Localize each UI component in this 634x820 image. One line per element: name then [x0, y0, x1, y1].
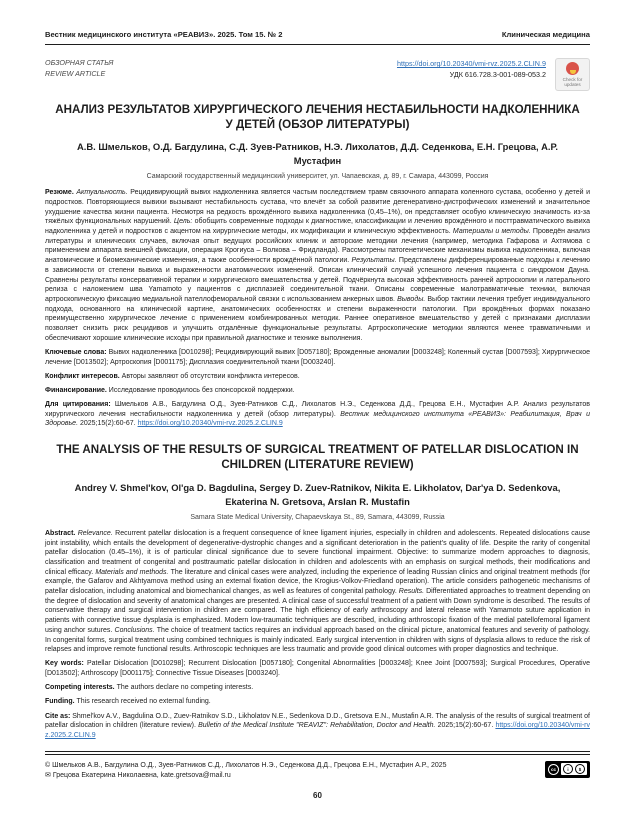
- citation-doi-link[interactable]: https://doi.org/10.20340/vmi-rvz.2025.2.CLIN.9: [137, 420, 283, 428]
- text-segment: Цель:: [173, 218, 195, 226]
- text-segment: Проведён анализ литературы и клинических случаев, включая опыт ведущих российских клиник и авторские методики лечения (например, методика Гафарова и Ахтямова с применением аппарата внешней фиксации, операция Крогиуса – Волкова – Фридланда). Рассмотрены патогенетические механизмы вывиха надколенника, включая анатомические и биомеханические изменения, а также особенности врождённой патологии.: [45, 228, 591, 265]
- page-number: 60: [313, 790, 322, 800]
- text-segment: Patellar Dislocation [D010298]; Recurrent Dislocation [D057180]; Congenital Abnormalities [D003248]; Knee Joint [D007593]; Surgical Procedures, Operative [D013502]; Arthroscopy [D001175]; Connective Tissue Diseases [D003240].: [45, 660, 590, 678]
- text-segment: Авторы заявляют об отсутствии конфликта интересов.: [121, 372, 300, 380]
- competing-interests-en: [45, 683, 590, 693]
- text-segment: Key words:: [45, 660, 87, 668]
- meta-row: [45, 58, 590, 91]
- text-segment: Исследование проводилось без спонсорской поддержки.: [108, 386, 295, 394]
- keywords-en: [45, 659, 590, 678]
- article-type: [45, 58, 113, 91]
- footer-text-block: [45, 761, 447, 782]
- text-segment: Представлены дифференцированные подходы к лечению в зависимости от степени вывиха и выраженности анатомических изменений. Описан клинический случай успешного лечения пациента с синдромом Дауна. Сравнены результаты консервативной терапии и хирургического вмешательства у детей. Подчёркнута высокая эффективность ранней артроскопии и латерального релиза с наложением шва Yamamoto у пациентов с дисплазией соединительной ткани. Описаны современные малотравматичные техники, включая артроскопическую фиксацию медиальной пателлофеморальной связки с использованием анкерных швов.: [45, 257, 591, 303]
- article-title-ru: АНАЛИЗ РЕЗУЛЬТАТОВ ХИРУРГИЧЕСКОГО ЛЕЧЕНИЯ НЕСТАБИЛЬНОСТИ НАДКОЛЕННИКА У ДЕТЕЙ (ОБЗОР ЛИТЕРАТУРЫ): [55, 102, 580, 131]
- text-segment: Для цитирования:: [45, 401, 115, 409]
- conflict-of-interest-ru: [45, 372, 590, 382]
- text-segment: Финансирование.: [45, 386, 109, 394]
- text-segment: Shmel'kov A.V., Bagdulina O.D., Zuev-Ratnikov S.D., Likholatov N.E., Sedenkova D.D., Gretsova E.N., Mustafin A.R. The analysis of the results of surgical treatment of patellar dislocation in children (literature review).: [45, 712, 590, 730]
- cc-icon: cc: [548, 764, 559, 775]
- text-segment: Relevance.: [77, 529, 116, 537]
- cc-terms: [561, 763, 587, 775]
- article-title-en: THE ANALYSIS OF THE RESULTS OF SURGICAL TREATMENT OF PATELLAR DISLOCATION IN CHILDREN (LITERATURE REVIEW): [56, 443, 579, 472]
- text-segment: Abstract.: [45, 529, 78, 537]
- text-segment: Шмельков А.В., Багдулина О.Д., Зуев-Ратников С.Д., Лихолатов Н.Э., Седенкова Д.Д., Грецова Е.Н., Мустафин А.Р. Анализ результатов хирургического лечения нестабильности надколенника у детей (обзор литературы).: [45, 401, 590, 418]
- text-segment: Cite as:: [45, 712, 73, 720]
- contact-line: [45, 771, 447, 782]
- text-segment: 2025;15(2):60-67.: [79, 420, 138, 428]
- authors-en: Andrey V. Shmel'kov, Ol'ga D. Bagdulina, Sergey D. Zuev-Ratnikov, Nikita E. Likholatov, Dar'ya D. Sedenkova, Ekaterina N. Gretsova, Arslan R. Mustafin: [74, 481, 561, 507]
- text-segment: The authors declare no competing interests.: [116, 684, 254, 692]
- text-segment: The choice of treatment tactics requires an individual approach based on the clinical picture, anatomical features and severity of pathology. In congenital forms, surgical treatment using combined techniques is mainly indicated. Early surgical intervention in children with signs of dysplasia allows to reduce the risk of relapses and improve remote functional results. Arthroscopic techniques are less traumatic and provide good clinical outcomes with proper diagnostics and technique.: [45, 626, 590, 654]
- crossmark-logo-icon: [566, 62, 579, 75]
- authors-ru: А.В. Шмельков, О.Д. Багдулина, С.Д. Зуев-Ратников, Н.Э. Лихолатов, Д.Д. Седенкова, Е.Н. Грецова, А.Р. Мустафин: [77, 141, 558, 167]
- text-segment: Ключевые слова:: [45, 348, 109, 356]
- citeas-doi-link[interactable]: https://doi.org/10.20340/vmi-rvz.2025.2.CLIN.9: [45, 722, 590, 739]
- cc-license-badge[interactable]: [545, 761, 590, 778]
- text-segment: Funding.: [45, 698, 77, 706]
- text-segment: Competing interests.: [45, 684, 117, 692]
- affiliation-en: Samara State Medical University, Chapaevskaya St., 89, Samara, 443099, Russia: [190, 513, 445, 521]
- envelope-icon: ✉: [45, 772, 51, 780]
- funding-en: [45, 697, 590, 707]
- section-title: Клиническая медицина: [501, 30, 590, 39]
- text-segment: Results.: [398, 588, 427, 596]
- text-segment: Актуальность.: [76, 189, 131, 197]
- udk-number: УДК 616.728.3-001-089-053.2: [449, 70, 546, 80]
- doi-link[interactable]: https://doi.org/10.20340/vmi-rvz.2025.2.CLIN.9: [396, 59, 546, 68]
- doi-udk-block: [397, 58, 546, 80]
- text-segment: 2025;15(2):60-67.: [437, 722, 496, 730]
- contact-text: Грецова Екатерина Николаевна, kate.gretsova@mail.ru: [52, 772, 231, 780]
- text-segment: The literature and clinical cases were analyzed, including the experience of leading Russian clinics and original treatment methods (for example, the Gafarov and Akhtyamova method using an external fixation device, the Krogius-Volkov-Friedland operation). The article considers pathogenetic mechanisms of patellar dislocation, including anatomical and biomechanical changes, as well as features of congenital pathology.: [45, 568, 590, 596]
- text-segment: Выводы.: [397, 295, 428, 303]
- meta-right: [397, 58, 590, 91]
- cc-nc-icon: $: [575, 764, 585, 774]
- affiliation-ru: Самарский государственный медицинский университет, ул. Чапаевская, д. 89, г. Самара, 443099, Россия: [146, 173, 489, 181]
- text-segment: Вывих надколенника [D010298]; Рецидивирующий вывих [D057180]; Врожденные аномалии [D003248]; Коленный сустав [D007593]; Хирургическое лечение [D013502]; Артроскопия [D001175]; Дисплазия соединительной ткани [D003240].: [45, 348, 590, 366]
- text-segment: Conclusions.: [114, 626, 157, 634]
- abstract-ru: [45, 188, 590, 343]
- text-segment: Materials and methods.: [95, 568, 171, 576]
- text-segment: Конфликт интересов.: [45, 372, 122, 380]
- footer: [45, 761, 590, 782]
- article-type-en: REVIEW ARTICLE: [45, 68, 106, 78]
- text-segment: Bulletin of the Medical Institute "REAVIZ": Rehabilitation, Doctor and Health.: [198, 722, 438, 730]
- text-segment: Recurrent patellar dislocation is a frequent consequence of knee ligament injuries, especially in children and adolescents. Repeated dislocations cause joint instability, which entails the development of degenerative-dystrophic changes and a significant deterioration in the patient's quality of life. Despite the rarity of congenital patellar dislocation (0.45–1%), it is of particular clinical significance due to severe functional impairment. Objective: to summarize modern approaches to diagnosis, classification and treatment of congenital and posttraumatic patellar dislocation in children and adolescents with an emphasis on surgical methods, their modifications and clinical efficacy.: [45, 529, 590, 576]
- citation-ru: [45, 400, 590, 429]
- keywords-ru: [45, 348, 590, 367]
- text-segment: обобщить современные подходы к диагностике, классификации и лечению врождённого и посттравматического вывиха надколенника у детей и подростков с акцентом на хирургические методы, их модификации и клиническую эффективность.: [45, 218, 590, 236]
- journal-title: Вестник медицинского института «РЕАВИЗ». 2025. Том 15. № 2: [45, 30, 283, 39]
- copyright-line: © Шмельков А.В., Багдулина О.Д., Зуев-Ратников С.Д., Лихолатов Н.Э., Седенкова Д.Д., Грецова Е.Н., Мустафин А.Р., 2025: [45, 761, 447, 769]
- text-segment: Выбор тактики лечения требует индивидуального подхода, основанного на клинической картине, анатомических особенностях и степени выраженности патологии. При врождённых формах показано преимущественно хирургическое лечение с применением комбинированных методик. Раннее оперативное вмешательство у детей с признаками дисплазии позволяет снизить риск рецидивов и улучшить отдалённые функциональные результаты. Артроскопические методики являются менее травматичными и обеспечивают хорошие клинические исходы при правильной диагностике и технике выполнения.: [45, 295, 591, 342]
- text-segment: Differentiated approaches to treatment depending on the degree of dislocation and severity of anatomical changes are presented. A clinical case of successful treatment of a patient with Down syndrome is described. The results of conservative therapy and surgical intervention in children are compared. The high efficiency of early arthroscopy and lateral release with Yamamoto suture application in patients with connective tissue dysplasia is emphasized. Modern low-traumatic techniques are described, including arthroscopic fixation of the medial patellofemoral ligament using anchor sutures.: [45, 588, 590, 634]
- running-head: [45, 30, 590, 45]
- crossmark-label: Check for updates: [562, 76, 583, 87]
- text-segment: Рецидивирующий вывих надколенника является частым последствием травм связочного аппарата коленного сустава, особенно у детей и подростков. Повторяющиеся вывихи вызывают нестабильность сустава, что влечёт за собой развитие дегенеративно-дистрофических изменений и значительное ухудшение качества жизни пациента. Несмотря на редкость врождённого вывиха надколенника (0,45–1%), он представляет особую клиническую значимость из-за тяжёлых функциональных нарушений.: [45, 189, 590, 226]
- text-segment: Резюме.: [45, 189, 77, 197]
- text-segment: This research received no external funding.: [76, 698, 211, 706]
- article-type-ru: ОБЗОРНАЯ СТАТЬЯ: [45, 58, 114, 67]
- funding-ru: [45, 386, 590, 396]
- text-segment: Вестник медицинского института «РЕАВИЗ»: Реабилитация, Врач и Здоровье.: [45, 410, 590, 428]
- check-for-updates-badge[interactable]: [555, 58, 590, 91]
- abstract-en: [45, 529, 590, 655]
- cc-by-icon: i: [563, 764, 573, 774]
- footer-divider: [45, 751, 590, 755]
- text-segment: Результаты.: [351, 257, 399, 265]
- citation-en: [45, 712, 590, 741]
- text-segment: Материалы и методы.: [452, 228, 533, 236]
